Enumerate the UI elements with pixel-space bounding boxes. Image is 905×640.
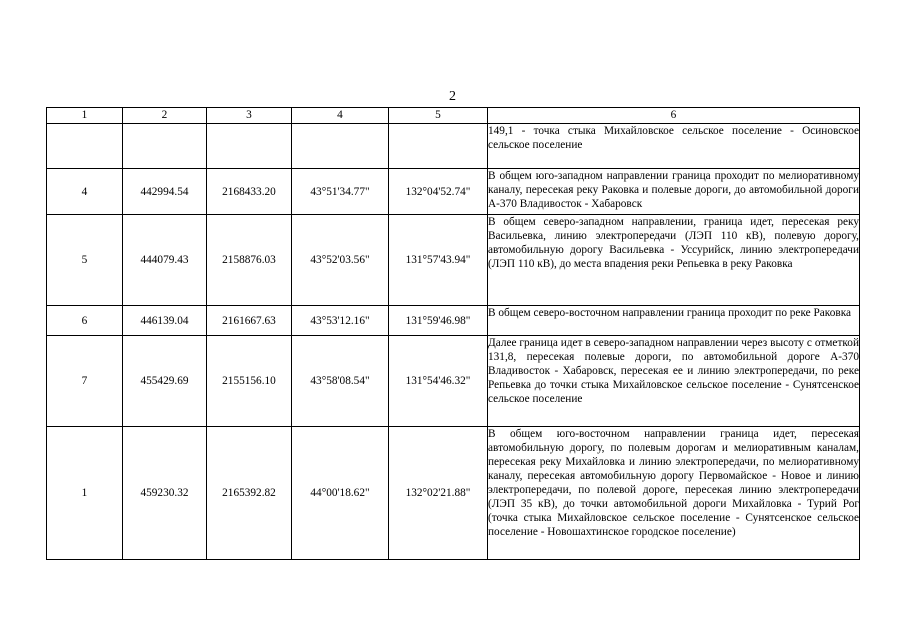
longitude-cell [389,124,488,169]
boundary-description-cell: В общем юго-западном направлении граница проходит по мелиоративному каналу, пересекая реку Раковка и полевые дороги, до автомобильной дороги А-370 Владивосток - Хабаровск [488,169,860,215]
boundary-description-cell: В общем северо-западном направлении, граница идет, пересекая реку Васильевка, линию электропередачи (ЛЭП 110 кВ), полевую дорогу, автомобильную дорогу Васильевка - Уссурийск, линию электропередачи (ЛЭП 110 кВ), до места впадения реки Репьевка в реку Раковка [488,215,860,306]
x-coordinate-cell [123,124,207,169]
boundary-description-cell: В общем северо-восточном направлении граница проходит по реке Раковка [488,306,860,336]
y-coordinate-cell [207,124,292,169]
latitude-cell: 43°58'08.54" [292,336,389,427]
longitude-cell: 131°57'43.94" [389,215,488,306]
y-coordinate-cell: 2161667.63 [207,306,292,336]
point-number-cell [47,124,123,169]
y-coordinate-cell: 2155156.10 [207,336,292,427]
boundary-coordinates-table [46,107,860,560]
point-number-cell: 7 [47,336,123,427]
x-coordinate-cell: 455429.69 [123,336,207,427]
point-number-cell: 5 [47,215,123,306]
longitude-cell: 132°02'21.88" [389,427,488,560]
header-cell: 6 [488,108,860,124]
boundary-description-cell: Далее граница идет в северо-западном направлении через высоту с отметкой 131,8, пересекая полевые дороги, по автомобильной дороге А-370 Владивосток - Хабаровск, пересекая ее и линию электропередачи, по реке Репьевка до точки стыка Михайловское сельское поселение - Сунятсенское сельское поселение [488,336,860,427]
point-number-cell: 6 [47,306,123,336]
page-number: 2 [449,89,456,104]
y-coordinate-cell: 2158876.03 [207,215,292,306]
header-cell: 2 [123,108,207,124]
boundary-description-cell: В общем юго-восточном направлении граница идет, пересекая автомобильную дорогу, по полевым дорогам и мелиоративным каналам, пересекая реку Михайловка и линию электропередачи, по мелиоративному каналу, пересекая автомобильную дорогу Первомайское - Новое и линию электропередачи, по полевой дороге, пересекая линию электропередачи (ЛЭП 35 кВ), до точки автомобильной дороги Михайловка - Турий Рог (точка стыка Михайловское сельское поселение - Сунятсенское сельское поселение - Новошахтинское городское поселение) [488,427,860,560]
header-cell: 4 [292,108,389,124]
x-coordinate-cell: 442994.54 [123,169,207,215]
latitude-cell: 43°51'34.77" [292,169,389,215]
latitude-cell [292,124,389,169]
x-coordinate-cell: 444079.43 [123,215,207,306]
header-cell: 3 [207,108,292,124]
table-header-row [47,108,860,124]
latitude-cell: 43°53'12.16" [292,306,389,336]
table-row [47,215,860,306]
latitude-cell: 43°52'03.56" [292,215,389,306]
latitude-cell: 44°00'18.62" [292,427,389,560]
table-row [47,124,860,169]
x-coordinate-cell: 459230.32 [123,427,207,560]
x-coordinate-cell: 446139.04 [123,306,207,336]
table-row [47,427,860,560]
point-number-cell: 4 [47,169,123,215]
longitude-cell: 132°04'52.74" [389,169,488,215]
longitude-cell: 131°54'46.32" [389,336,488,427]
table-row [47,169,860,215]
boundary-description-cell: 149,1 - точка стыка Михайловское сельское поселение - Осиновское сельское поселение [488,124,860,169]
y-coordinate-cell: 2168433.20 [207,169,292,215]
table-row [47,306,860,336]
header-cell: 5 [389,108,488,124]
longitude-cell: 131°59'46.98" [389,306,488,336]
point-number-cell: 1 [47,427,123,560]
table-row [47,336,860,427]
header-cell: 1 [47,108,123,124]
y-coordinate-cell: 2165392.82 [207,427,292,560]
